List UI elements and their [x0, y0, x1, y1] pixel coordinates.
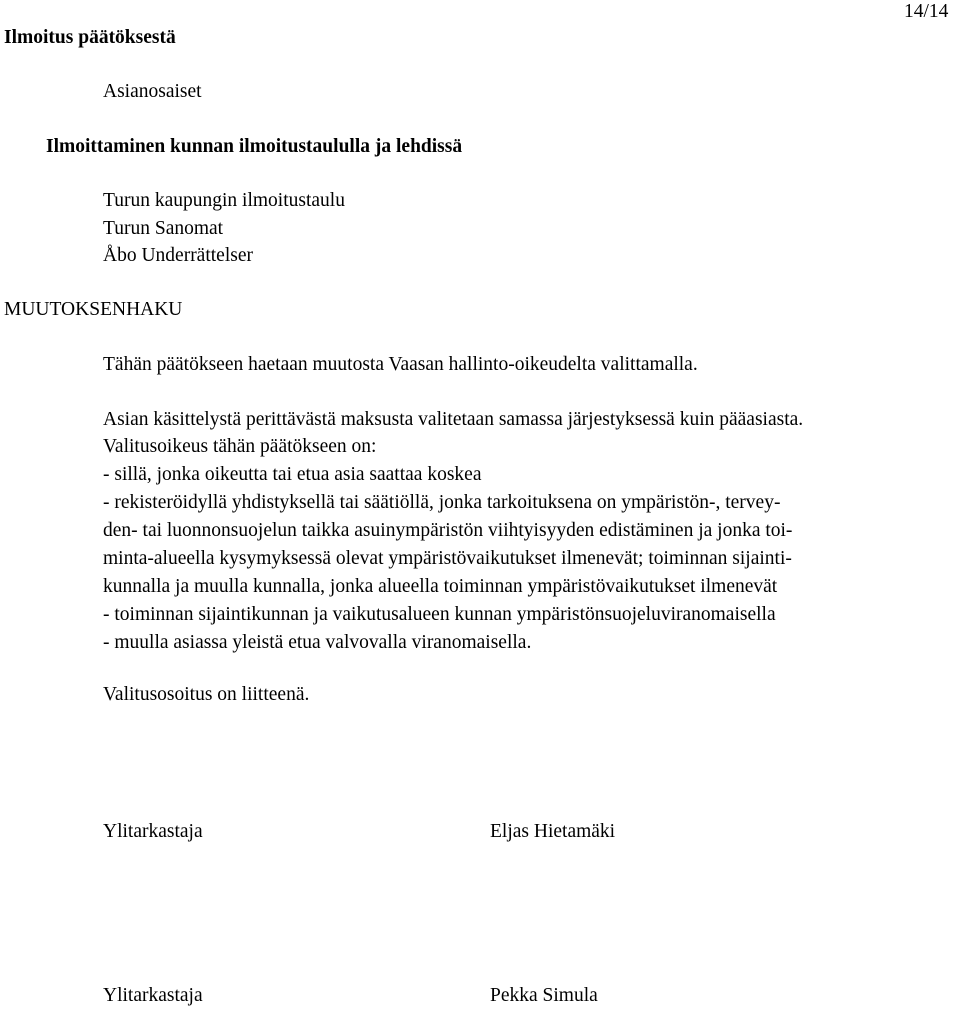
signature-name: Pekka Simula — [490, 985, 598, 1006]
signature-name: Eljas Hietamäki — [490, 821, 616, 842]
notice-item: Turun Sanomat — [103, 217, 224, 239]
document-title: Ilmoitus päätöksestä — [4, 27, 176, 48]
parties-heading: Asianosaiset — [103, 81, 202, 102]
rights-line: - rekisteröidyllä yhdistyksellä tai säätiöllä, jonka tarkoituksena on ympäristön-, tervey- — [103, 492, 781, 513]
fee-paragraph: Asian käsittelystä perittävästä maksusta valitetaan samassa järjestyksessä kuin pääasiasta. — [103, 409, 804, 430]
rights-line: minta-alueella kysymyksessä olevat ympäristövaikutukset ilmenevät; toiminnan sijainti- — [103, 548, 792, 569]
rights-line: den- tai luonnonsuojelun taikka asuinympäristön viihtyisyyden edistäminen ja jonka toi- — [103, 520, 793, 541]
rights-line: - sillä, jonka oikeutta tai etua asia saattaa koskea — [103, 464, 482, 485]
notice-item: Turun kaupungin ilmoitustaulu — [103, 190, 345, 211]
page-number: 14/14 — [904, 1, 949, 22]
rights-line: - toiminnan sijaintikunnan ja vaikutusalueen kunnan ympäristönsuojeluviranomaisella — [103, 604, 776, 625]
signature-title: Ylitarkastaja — [103, 985, 203, 1006]
notice-list — [103, 191, 345, 274]
attachment-note: Valitusosoitus on liitteenä. — [103, 684, 310, 705]
rights-line: Valitusoikeus tähän päätökseen on: — [103, 436, 377, 457]
appeal-paragraph: Tähän päätökseen haetaan muutosta Vaasan hallinto-oikeudelta valittamalla. — [103, 354, 698, 375]
rights-line: kunnalla ja muulla kunnalla, jonka alueella toiminnan ympäristövaikutukset ilmenevät — [103, 576, 778, 597]
signature-title: Ylitarkastaja — [103, 821, 203, 842]
appeal-heading: MUUTOKSENHAKU — [4, 299, 183, 320]
rights-line: - muulla asiassa yleistä etua valvovalla viranomaisella. — [103, 632, 532, 653]
appeal-rights-block — [103, 437, 792, 661]
notice-item: Åbo Underrättelser — [103, 245, 253, 266]
notice-heading: Ilmoittaminen kunnan ilmoitustaululla ja lehdissä — [46, 136, 463, 157]
